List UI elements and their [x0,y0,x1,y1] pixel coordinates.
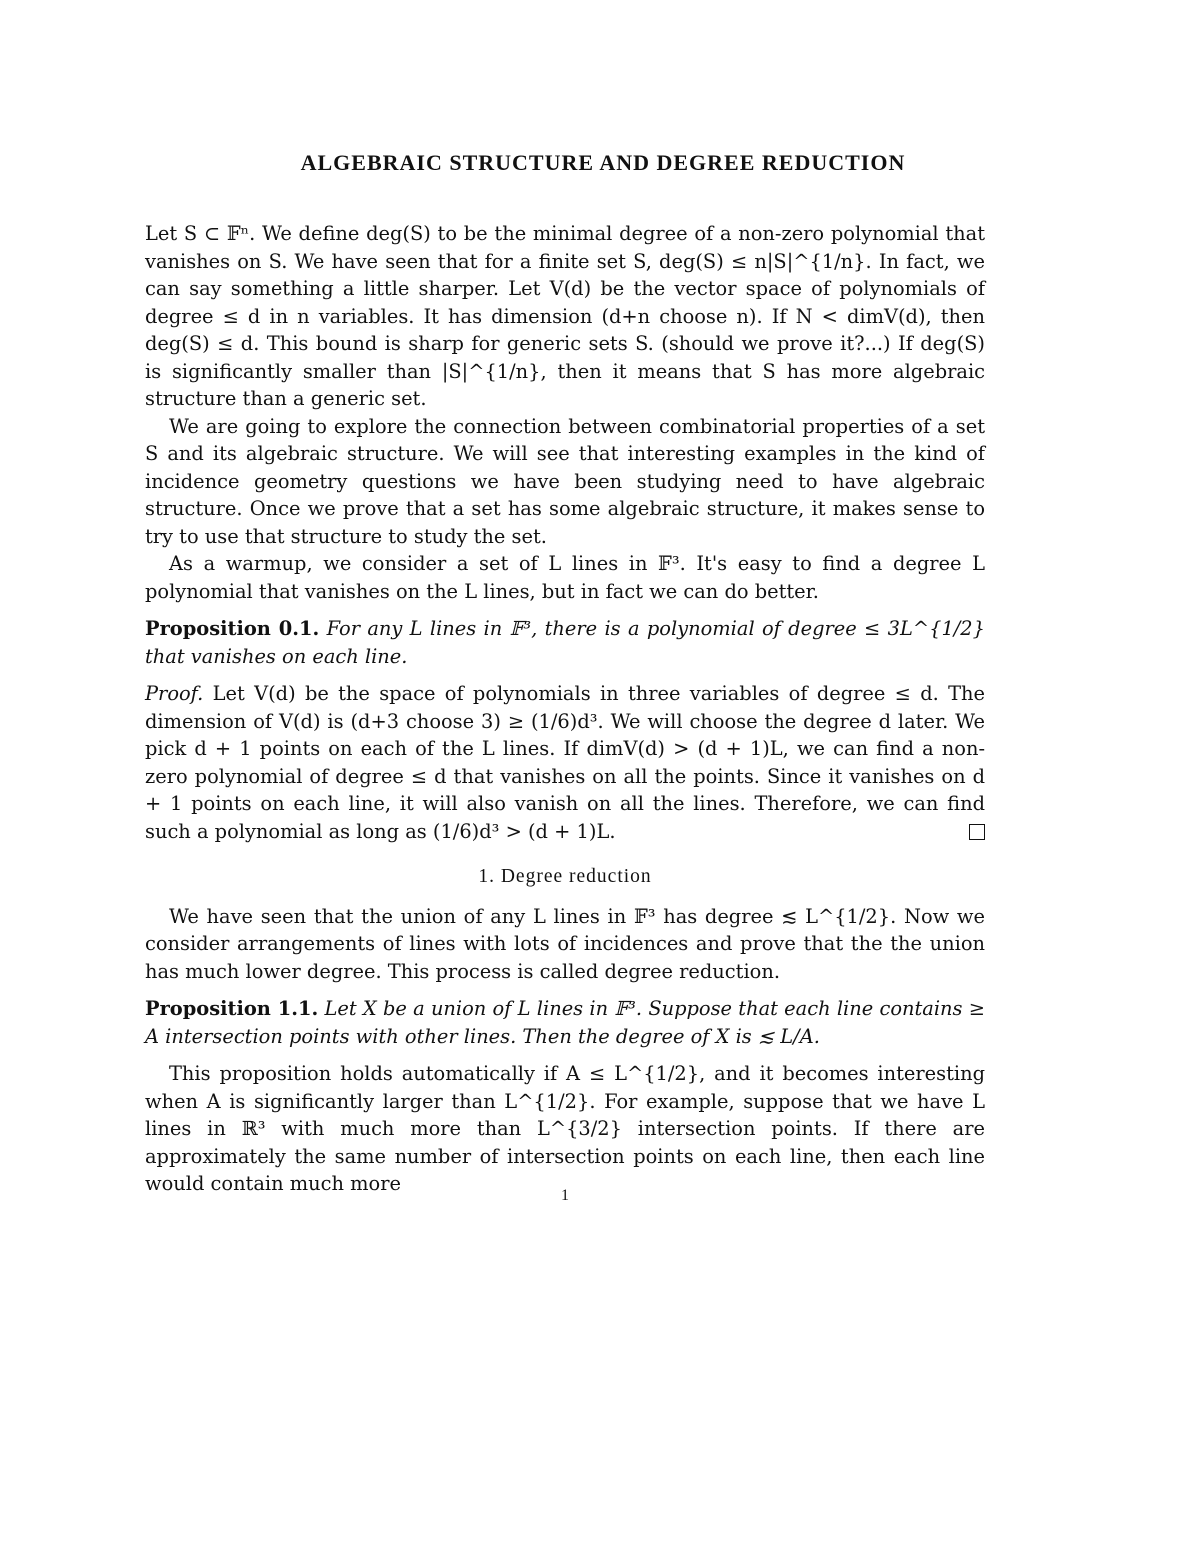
page-title: ALGEBRAIC STRUCTURE AND DEGREE REDUCTION [300,150,906,175]
proof-paragraph [145,680,985,845]
discussion-paragraph: This proposition holds automatically if A ≤ L^{1/2}, and it becomes interesting when A is significantly larger than L^{1/2}. For example, suppose that we have L lines in ℝ³ with much more than L^{3/2} intersection points. If there are approximately the same number of intersection points on each line, then each line would contain much more [145,1062,985,1195]
proposition-1-1 [145,995,985,1050]
page-number: 1 [561,1187,569,1204]
proposition-1-1-statement: Let X be a union of L lines in 𝔽³. Suppose that each line contains ≥ A intersection points with other lines. Then the degree of X is ≲ L/A. [145,997,985,1048]
proposition-0-1 [145,615,985,670]
qed-box-icon [969,824,985,840]
proposition-0-1-label: Proposition 0.1. [145,617,320,640]
body-text [145,220,985,1198]
intro-paragraph: Let S ⊂ 𝔽ⁿ. We define deg(S) to be the minimal degree of a non-zero polynomial that vanishes on S. We have seen that for a finite set S, deg(S) ≤ n|S|^{1/n}. In fact, we can say something a little sharper. Let V(d) be the vector space of polynomials of degree ≤ d in n variables. It has dimension (d+n choose n). If N < dimV(d), then deg(S) ≤ d. This bound is sharp for generic sets S. (should we prove it?...) If deg(S) is significantly smaller than |S|^{1/n}, then it means that S has more algebraic structure than a generic set. [145,222,985,410]
proof-body: Let V(d) be the space of polynomials in three variables of degree ≤ d. The dimension of V(d) is (d+3 choose 3) ≥ (1/6)d³. We will choose the degree d later. We pick d + 1 points on each of the L lines. If dimV(d) > (d + 1)L, we can find a non-zero polynomial of degree ≤ d that vanishes on all the points. Since it vanishes on d + 1 points on each line, it will also vanish on all the lines. Therefore, we can find such a polynomial as long as (1/6)d³ > (d + 1)L. [145,682,985,843]
proof-label: Proof. [145,682,204,705]
degree-reduction-paragraph: We have seen that the union of any L lines in 𝔽³ has degree ≲ L^{1/2}. Now we consider arrangements of lines with lots of incidences and prove that the the union has much lower degree. This process is called degree reduction. [145,904,985,983]
section-heading-degree-reduction: 1. Degree reduction [478,866,652,887]
proposition-0-1-statement: For any L lines in 𝔽³, there is a polynomial of degree ≤ 3L^{1/2} that vanishes on each line. [145,617,985,668]
motivation-paragraph: We are going to explore the connection between combinatorial properties of a set S and its algebraic structure. We will see that interesting examples in the kind of incidence geometry questions we have been studying need to have algebraic structure. Once we prove that a set has some algebraic structure, it makes sense to try to use that structure to study the set. [145,414,985,548]
proposition-1-1-label: Proposition 1.1. [145,997,319,1020]
warmup-paragraph: As a warmup, we consider a set of L lines in 𝔽³. It's easy to find a degree L polynomial that vanishes on the L lines, but in fact we can do better. [145,552,985,603]
